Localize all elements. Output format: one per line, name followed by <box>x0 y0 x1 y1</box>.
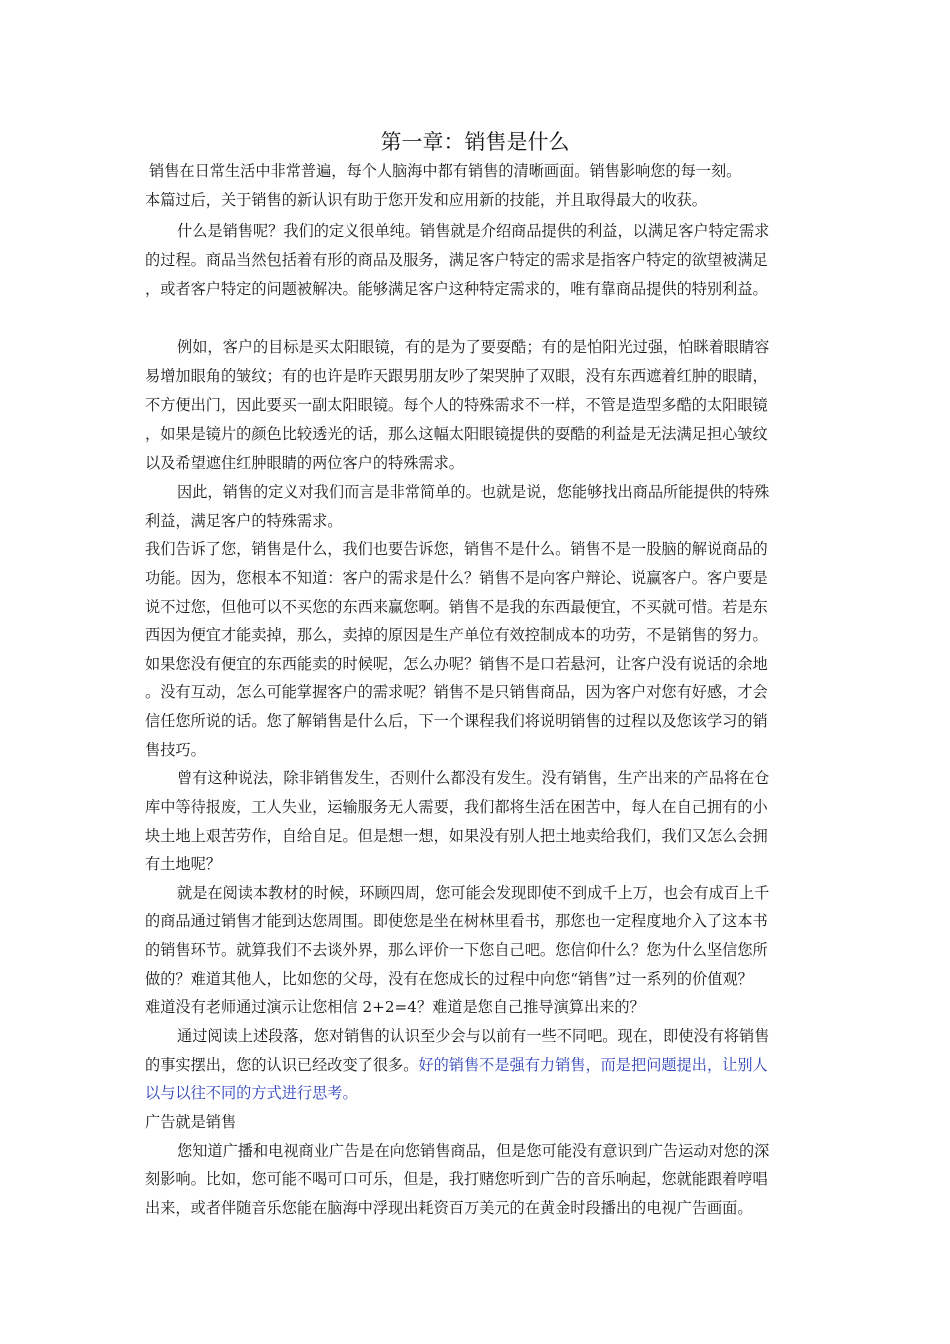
line-text: 做的？难道其他人，比如您的父母，没有在您成长的过程中向您“销售”过一系列的价值观？ <box>145 970 753 988</box>
text-line <box>145 337 769 357</box>
text-line <box>145 453 464 473</box>
line-text: 不方便出门，因此要买一副太阳眼镜。每个人的特殊需求不一样，不管是造型多酷的太阳眼镜 <box>145 396 768 414</box>
line-text: 我们告诉了您，销售是什么，我们也要告诉您，销售不是什么。销售不是一股脑的解说商品的 <box>145 540 768 558</box>
chapter-title: 第一章：销售是什么 <box>380 130 570 154</box>
line-text: 的事实摆出，您的认识已经改变了很多。 <box>145 1056 419 1074</box>
line-text: 本篇过后，关于销售的新认识有助于您开发和应用新的技能，并且取得最大的收获。 <box>145 191 707 209</box>
line-text: 。没有互动，怎么可能掌握客户的需求呢？销售不是只销售商品，因为客户对您有好感，才会 <box>145 683 768 701</box>
line-text: 说不过您，但他可以不买您的东西来赢您啊。销售不是我的东西最便宜，不买就可惜。若是东 <box>145 598 768 616</box>
line-text: ，或者客户特定的问题被解决。能够满足客户这种特定需求的，唯有靠商品提供的特别利益。 <box>145 280 768 298</box>
text-line <box>145 1198 753 1218</box>
text-line <box>145 1026 769 1046</box>
line-text: 易增加眼角的皱纹；有的也许是昨天跟男朋友吵了架哭肿了双眼，没有东西遮着红肿的眼睛， <box>145 367 768 385</box>
line-text: 块土地上艰苦劳作，自给自足。但是想一想，如果没有别人把土地卖给我们，我们又怎么会拥 <box>145 827 768 845</box>
line-text: 以及希望遮住红肿眼睛的两位客户的特殊需求。 <box>145 454 464 472</box>
text-line <box>145 568 768 588</box>
text-line <box>145 1055 768 1075</box>
line-text: 刻影响。比如，您可能不喝可口可乐，但是，我打赌您听到广告的音乐响起，您就能跟着哼唱 <box>145 1170 768 1188</box>
text-line <box>145 911 768 931</box>
text-line <box>145 797 768 817</box>
line-text: 出来，或者伴随音乐您能在脑海中浮现出耗资百万美元的在黄金时段播出的电视广告画面。 <box>145 1199 753 1217</box>
text-line <box>145 997 645 1017</box>
text-line <box>145 395 768 415</box>
line-text: 您知道广播和电视商业广告是在向您销售商品，但是您可能没有意识到广告运动对您的深 <box>177 1142 770 1160</box>
line-text: 就是在阅读本教材的时候，环顾四周，您可能会发现即使不到成千上万，也会有成百上千 <box>177 884 770 902</box>
line-text: 什么是销售呢？我们的定义很单纯。销售就是介绍商品提供的利益，以满足客户特定需求 <box>177 222 770 240</box>
text-line <box>145 883 769 903</box>
text-line <box>145 424 768 444</box>
line-text: 广告就是销售 <box>145 1113 237 1131</box>
line-text: 因此，销售的定义对我们而言是非常简单的。也就是说，您能够找出商品所能提供的特殊 <box>177 483 770 501</box>
highlighted-text: 好的销售不是强有力销售，而是把问题提出，让别人 <box>418 1056 768 1074</box>
line-text: 有土地呢？ <box>145 855 221 873</box>
line-text: 售技巧。 <box>145 741 206 759</box>
line-text: 曾有这种说法，除非销售发生，否则什么都没有发生。没有销售，生产出来的产品将在仓 <box>177 769 770 787</box>
text-line <box>145 221 769 241</box>
text-line <box>145 711 768 731</box>
text-line <box>145 1141 769 1161</box>
line-text: 利益，满足客户的特殊需求。 <box>145 512 343 530</box>
text-line <box>145 250 768 270</box>
text-line <box>145 482 769 502</box>
text-line <box>145 1169 768 1189</box>
text-line <box>145 654 768 674</box>
line-text: 通过阅读上述段落，您对销售的认识至少会与以前有一些不同吧。现在，即使没有将销售 <box>177 1027 770 1045</box>
text-line <box>145 682 768 702</box>
line-text: 的商品通过销售才能到达您周围。即使您是坐在树林里看书，那您也一定程度地介入了这本书 <box>145 912 768 930</box>
line-text: 的销售环节。就算我们不去谈外界，那么评价一下您自己吧。您信仰什么？您为什么坚信您所 <box>145 941 768 959</box>
text-line <box>145 940 768 960</box>
text-line <box>145 161 741 181</box>
text-line <box>145 190 707 210</box>
text-line <box>145 366 768 386</box>
line-text: 如果您没有便宜的东西能卖的时候呢，怎么办呢？销售不是口若悬河，让客户没有说话的余地 <box>145 655 768 673</box>
text-line <box>145 768 769 788</box>
text-line <box>145 279 768 299</box>
text-line <box>145 854 221 874</box>
line-text: 功能。因为，您根本不知道：客户的需求是什么？销售不是向客户辩论、说赢客户。客户要是 <box>145 569 768 587</box>
text-line <box>145 969 753 989</box>
text-line <box>145 826 768 846</box>
line-text: 西因为便宜才能卖掉，那么，卖掉的原因是生产单位有效控制成本的功劳，不是销售的努力。 <box>145 626 768 644</box>
line-text: 例如，客户的目标是买太阳眼镜，有的是为了要耍酷；有的是怕阳光过强，怕眯着眼睛容 <box>177 338 770 356</box>
text-line <box>145 539 768 559</box>
text-line <box>145 740 206 760</box>
text-line <box>145 597 768 617</box>
line-text: 销售在日常生活中非常普遍，每个人脑海中都有销售的清晰画面。销售影响您的每一刻。 <box>149 162 742 180</box>
line-text: ，如果是镜片的颜色比较透光的话，那么这幅太阳眼镜提供的耍酷的利益是无法满足担心皱纹 <box>145 425 768 443</box>
line-text: 库中等待报废，工人失业，运输服务无人需要，我们都将生活在困苦中，每人在自己拥有的小 <box>145 798 768 816</box>
line-text: 的过程。商品当然包括着有形的商品及服务，满足客户特定的需求是指客户特定的欲望被满足 <box>145 251 768 269</box>
text-line <box>145 625 768 645</box>
text-line <box>145 1083 358 1103</box>
line-text: 难道没有老师通过演示让您相信 2+2=4？难道是您自己推导演算出来的？ <box>145 998 645 1016</box>
highlighted-text: 以与以往不同的方式进行思考。 <box>145 1084 358 1102</box>
line-text: 信任您所说的话。您了解销售是什么后，下一个课程我们将说明销售的过程以及您该学习的销 <box>145 712 768 730</box>
text-line <box>145 1112 236 1132</box>
text-line <box>145 511 342 531</box>
